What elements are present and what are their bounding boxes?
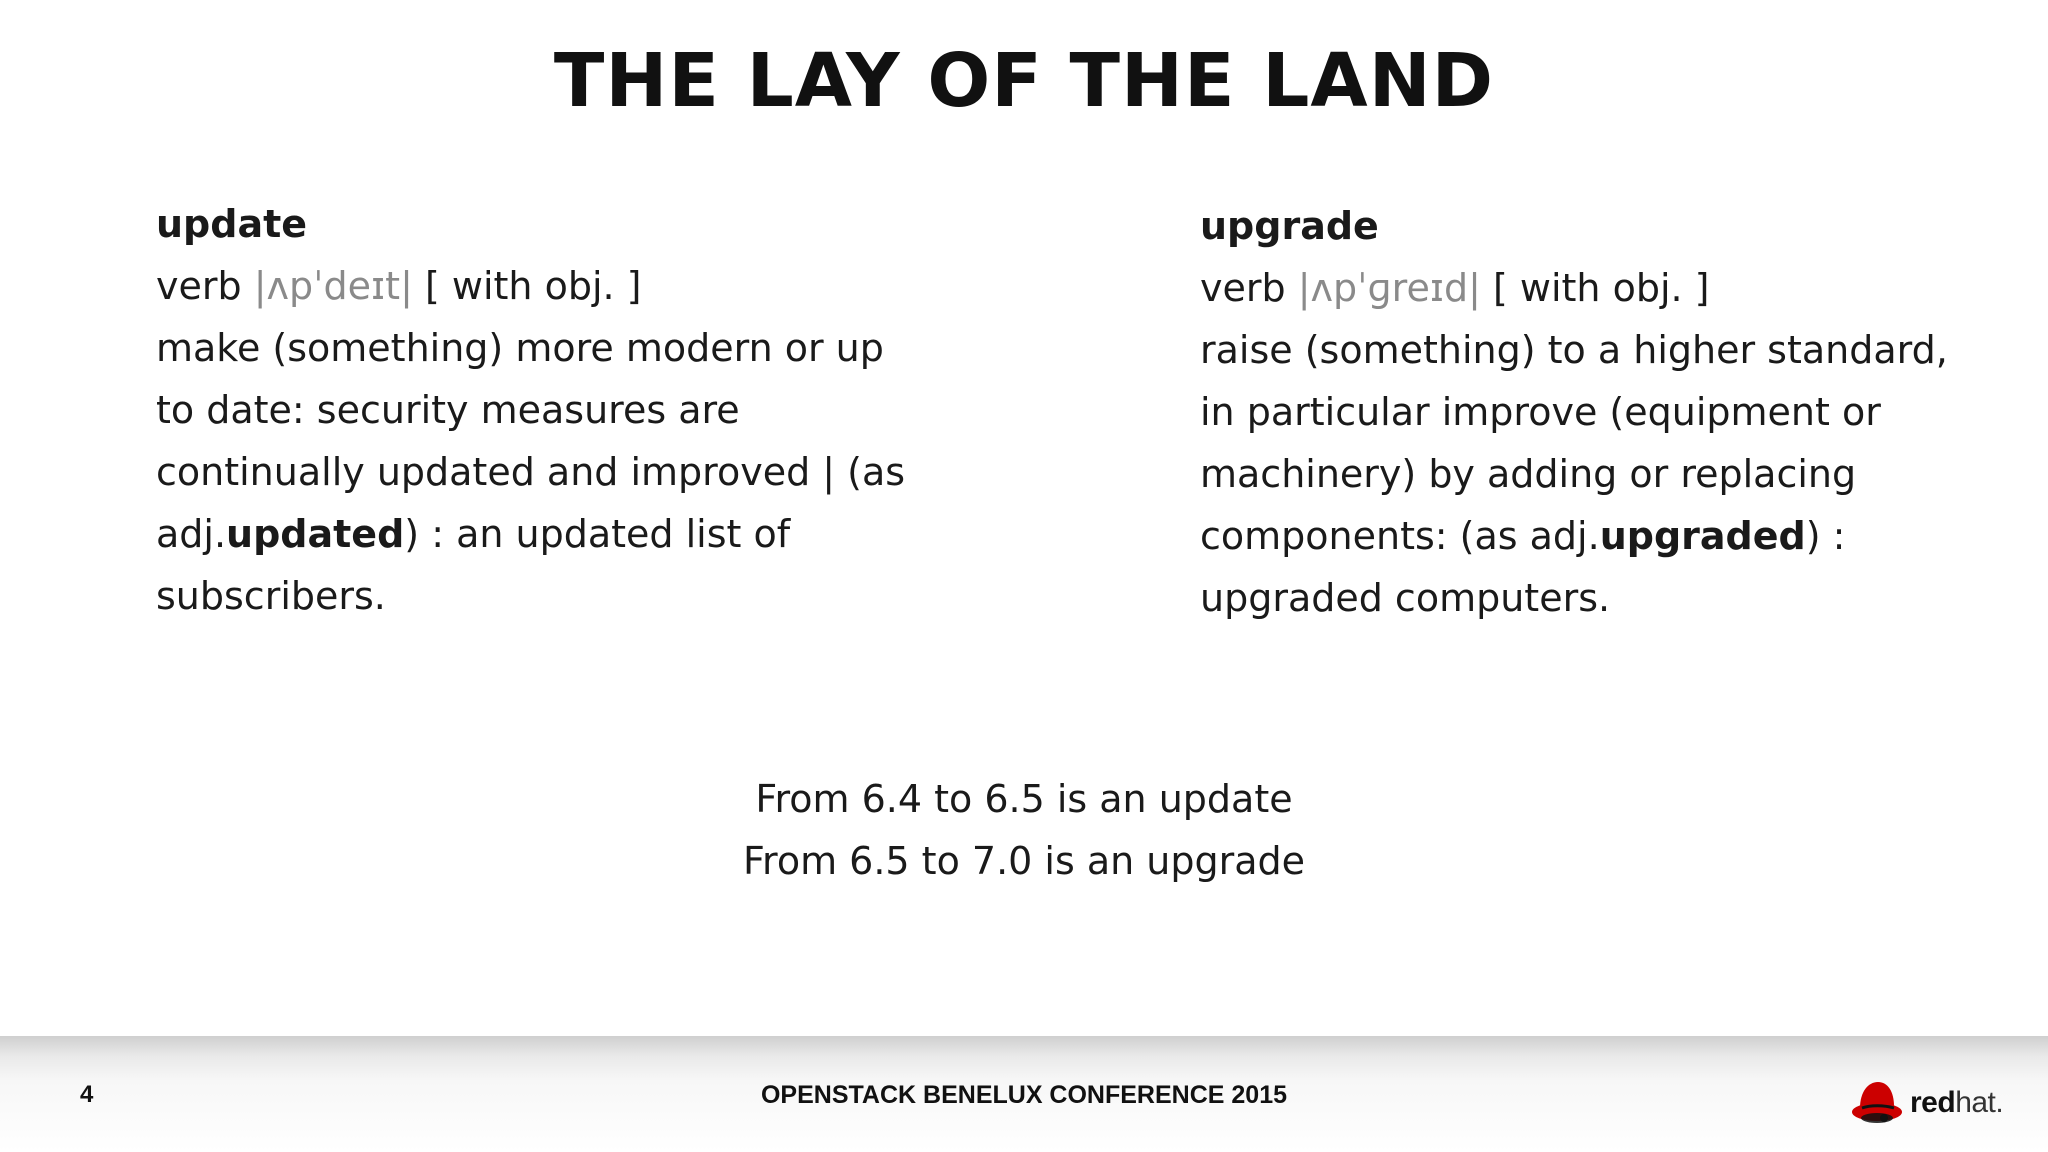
- headword-update: update: [156, 202, 308, 246]
- redhat-shadowman-icon: [1850, 1078, 1904, 1126]
- definition-line: subscribers.: [156, 574, 386, 618]
- conference-name: OPENSTACK BENELUX CONFERENCE 2015: [760, 1081, 1288, 1109]
- usage-note: [ with obj. ]: [412, 264, 642, 308]
- part-of-speech: verb: [156, 264, 254, 308]
- definition-line: continually updated and improved | (as: [156, 450, 906, 494]
- example-update: From 6.4 to 6.5 is an update: [755, 777, 1293, 821]
- definition-line: [156, 503, 896, 565]
- pronunciation: |ʌpˈɡreɪd|: [1297, 266, 1481, 310]
- definition-text: components: (as adj.: [1200, 514, 1600, 558]
- definition-line: raise (something) to a higher standard,: [1200, 328, 1948, 372]
- definition-line: [1200, 505, 1960, 567]
- headword-upgrade: upgrade: [1200, 204, 1379, 248]
- part-of-speech: verb: [1200, 266, 1298, 310]
- definition-text: ) : an updated list of: [404, 512, 791, 556]
- definition-line: in particular improve (equipment or: [1200, 390, 1881, 434]
- definition-upgrade: [1200, 195, 1960, 629]
- wordmark-red: red: [1910, 1086, 1956, 1119]
- definition-line: machinery) by adding or replacing: [1200, 452, 1857, 496]
- definition-text: adj.: [156, 512, 227, 556]
- definition-line: make (something) more modern or up: [156, 326, 884, 370]
- definition-line: upgraded computers.: [1200, 576, 1611, 620]
- definition-text: ) :: [1805, 514, 1846, 558]
- pronunciation: |ʌpˈdeɪt|: [253, 264, 413, 308]
- slide-title: THE LAY OF THE LAND: [553, 38, 1495, 124]
- redhat-wordmark: [1910, 1086, 2003, 1120]
- definition-update: [156, 193, 906, 627]
- adjective-form: updated: [226, 512, 405, 556]
- pronunciation-line: [156, 255, 896, 317]
- redhat-logo: [1850, 1078, 2010, 1128]
- definition-line: to date: security measures are: [156, 388, 740, 432]
- pronunciation-line: [1200, 257, 1960, 319]
- adjective-form: upgraded: [1599, 514, 1806, 558]
- usage-note: [ with obj. ]: [1480, 266, 1710, 310]
- example-upgrade: From 6.5 to 7.0 is an upgrade: [742, 839, 1306, 883]
- version-examples: [0, 768, 2048, 892]
- page-number: 4: [80, 1081, 94, 1108]
- wordmark-hat: hat.: [1955, 1086, 2004, 1119]
